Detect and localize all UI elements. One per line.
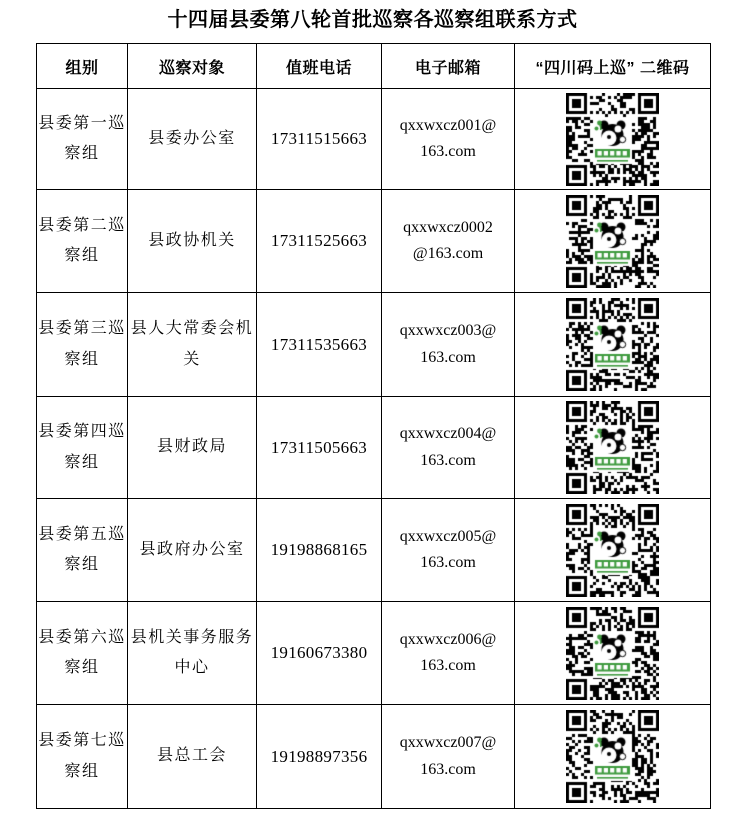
cell-email <box>382 89 515 190</box>
cell-qr <box>515 705 711 809</box>
cell-target: 县政府办公室 <box>128 499 257 602</box>
email-line: qxxwxcz006@ <box>399 630 497 648</box>
cell-target: 县政协机关 <box>128 190 257 293</box>
cell-qr <box>515 397 711 499</box>
cell-group: 县委第三巡察组 <box>37 293 128 397</box>
cell-phone: 17311525663 <box>257 190 382 293</box>
qr-code <box>566 607 659 700</box>
cell-phone: 17311535663 <box>257 293 382 397</box>
qr-code <box>566 93 659 186</box>
col-header-group: 组别 <box>37 44 128 89</box>
cell-qr <box>515 190 711 293</box>
email-line: qxxwxcz005@ <box>399 527 497 545</box>
table-row <box>37 499 711 602</box>
email-line: qxxwxcz003@ <box>399 322 497 340</box>
email-line: 163.com <box>420 451 476 469</box>
cell-qr <box>515 89 711 190</box>
qr-code <box>566 401 659 494</box>
email-line: @163.com <box>412 245 484 262</box>
qr-code <box>566 298 659 391</box>
cell-phone: 19160673380 <box>257 602 382 705</box>
col-header-qrcode: “四川码上巡” 二维码 <box>515 44 711 89</box>
col-header-phone: 值班电话 <box>257 44 382 89</box>
cell-phone: 17311505663 <box>257 397 382 499</box>
cell-qr <box>515 602 711 705</box>
table-header-row <box>37 44 711 89</box>
cell-target: 县人大常委会机关 <box>128 293 257 397</box>
cell-target: 县总工会 <box>128 705 257 809</box>
page-title: 十四届县委第八轮首批巡察各巡察组联系方式 <box>167 9 578 31</box>
table-row <box>37 397 711 499</box>
table-row <box>37 705 711 809</box>
cell-email <box>382 499 515 602</box>
cell-group: 县委第六巡察组 <box>37 602 128 705</box>
email-line: 163.com <box>420 554 476 571</box>
cell-email <box>382 293 515 397</box>
cell-qr <box>515 499 711 602</box>
qr-code <box>566 710 659 803</box>
cell-phone: 17311515663 <box>257 89 382 190</box>
email-line: qxxwxcz0002 <box>403 218 493 236</box>
qr-code <box>566 195 659 288</box>
cell-phone: 19198868165 <box>257 499 382 602</box>
email-line: qxxwxcz007@ <box>399 734 497 752</box>
email-line: 163.com <box>420 760 476 778</box>
email-line: 163.com <box>420 657 476 674</box>
cell-group: 县委第五巡察组 <box>37 499 128 602</box>
email-line: qxxwxcz001@ <box>399 116 497 134</box>
cell-email <box>382 705 515 809</box>
contact-table <box>36 43 711 809</box>
cell-qr <box>515 293 711 397</box>
cell-email <box>382 602 515 705</box>
table-row <box>37 602 711 705</box>
cell-email <box>382 190 515 293</box>
cell-email <box>382 397 515 499</box>
cell-group: 县委第二巡察组 <box>37 190 128 293</box>
cell-target: 县委办公室 <box>128 89 257 190</box>
cell-group: 县委第一巡察组 <box>37 89 128 190</box>
col-header-target: 巡察对象 <box>128 44 257 89</box>
cell-group: 县委第七巡察组 <box>37 705 128 809</box>
email-line: 163.com <box>420 348 476 366</box>
table-row <box>37 293 711 397</box>
col-header-email: 电子邮箱 <box>382 44 515 89</box>
email-line: qxxwxcz004@ <box>399 425 497 443</box>
table-row <box>37 89 711 190</box>
qr-code <box>566 504 659 597</box>
cell-group: 县委第四巡察组 <box>37 397 128 499</box>
cell-phone: 19198897356 <box>257 705 382 809</box>
cell-target: 县机关事务服务中心 <box>128 602 257 705</box>
email-line: 163.com <box>420 143 476 160</box>
cell-target: 县财政局 <box>128 397 257 499</box>
table-row <box>37 190 711 293</box>
